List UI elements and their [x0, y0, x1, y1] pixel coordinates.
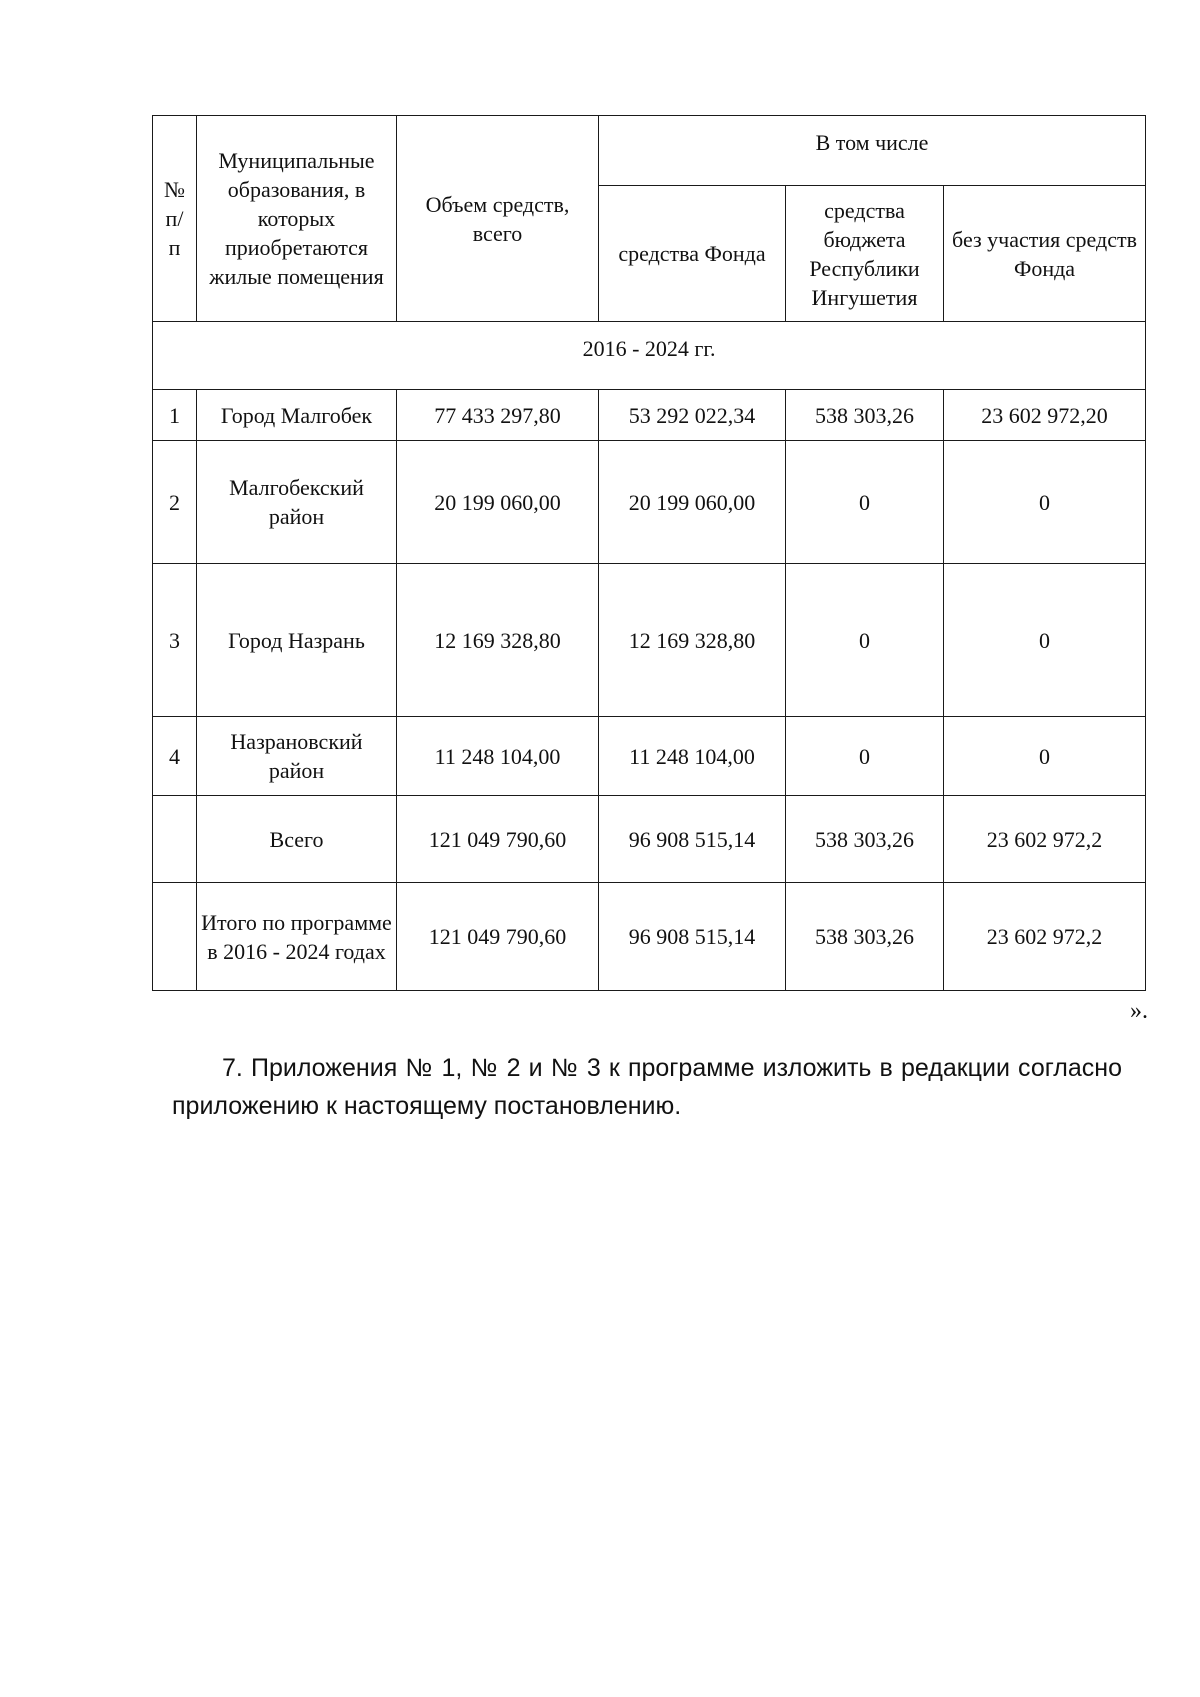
row-fund: 12 169 328,80: [599, 564, 786, 717]
row-fund: 53 292 022,34: [599, 390, 786, 441]
header-fund: средства Фонда: [599, 186, 786, 322]
row-without-fund: 0: [944, 441, 1146, 564]
program-fund: 96 908 515,14: [599, 883, 786, 991]
program-without-fund: 23 602 972,2: [944, 883, 1146, 991]
total-row: [153, 796, 1146, 883]
row-num: 4: [153, 717, 197, 796]
row-num: 2: [153, 441, 197, 564]
row-total: 20 199 060,00: [397, 441, 599, 564]
row-budget: 0: [786, 564, 944, 717]
row-municipality: Город Малгобек: [197, 390, 397, 441]
row-total: 77 433 297,80: [397, 390, 599, 441]
row-without-fund: 0: [944, 717, 1146, 796]
row-budget: 538 303,26: [786, 390, 944, 441]
row-municipality: Малгобекский район: [197, 441, 397, 564]
total-total: 121 049 790,60: [397, 796, 599, 883]
program-num: [153, 883, 197, 991]
period-row: [153, 322, 1146, 390]
header-total: Объем средств, всего: [397, 116, 599, 322]
body-paragraph: 7. Приложения № 1, № 2 и № 3 к программе изложить в редакции согласно приложению к настоящему постановлению.: [172, 1054, 1122, 1120]
row-total: 11 248 104,00: [397, 717, 599, 796]
total-without-fund: 23 602 972,2: [944, 796, 1146, 883]
total-num: [153, 796, 197, 883]
total-fund: 96 908 515,14: [599, 796, 786, 883]
row-num: 1: [153, 390, 197, 441]
row-fund: 20 199 060,00: [599, 441, 786, 564]
program-budget: 538 303,26: [786, 883, 944, 991]
funding-table: [152, 115, 1146, 991]
row-budget: 0: [786, 441, 944, 564]
row-budget: 0: [786, 717, 944, 796]
total-budget: 538 303,26: [786, 796, 944, 883]
header-including: В том числе: [599, 116, 1146, 186]
program-total-row: [153, 883, 1146, 991]
program-label: Итого по программе в 2016 - 2024 годах: [197, 883, 397, 991]
program-total: 121 049 790,60: [397, 883, 599, 991]
header-municipality: Муниципальные образования, в которых приобретаются жилые помещения: [197, 116, 397, 322]
row-num: 3: [153, 564, 197, 717]
closing-quote: ».: [1130, 998, 1148, 1024]
header-num: № п/ п: [153, 116, 197, 322]
header-without-fund: без участия средств Фонда: [944, 186, 1146, 322]
header-budget: средства бюджета Республики Ингушетия: [786, 186, 944, 322]
table-row: [153, 564, 1146, 717]
table-row: [153, 717, 1146, 796]
table-header-row: [153, 116, 1146, 186]
table-row: [153, 441, 1146, 564]
row-total: 12 169 328,80: [397, 564, 599, 717]
row-without-fund: 0: [944, 564, 1146, 717]
row-municipality: Назрановский район: [197, 717, 397, 796]
table-row: [153, 390, 1146, 441]
total-label: Всего: [197, 796, 397, 883]
row-municipality: Город Назрань: [197, 564, 397, 717]
row-without-fund: 23 602 972,20: [944, 390, 1146, 441]
row-fund: 11 248 104,00: [599, 717, 786, 796]
period-label: 2016 - 2024 гг.: [153, 322, 1146, 390]
